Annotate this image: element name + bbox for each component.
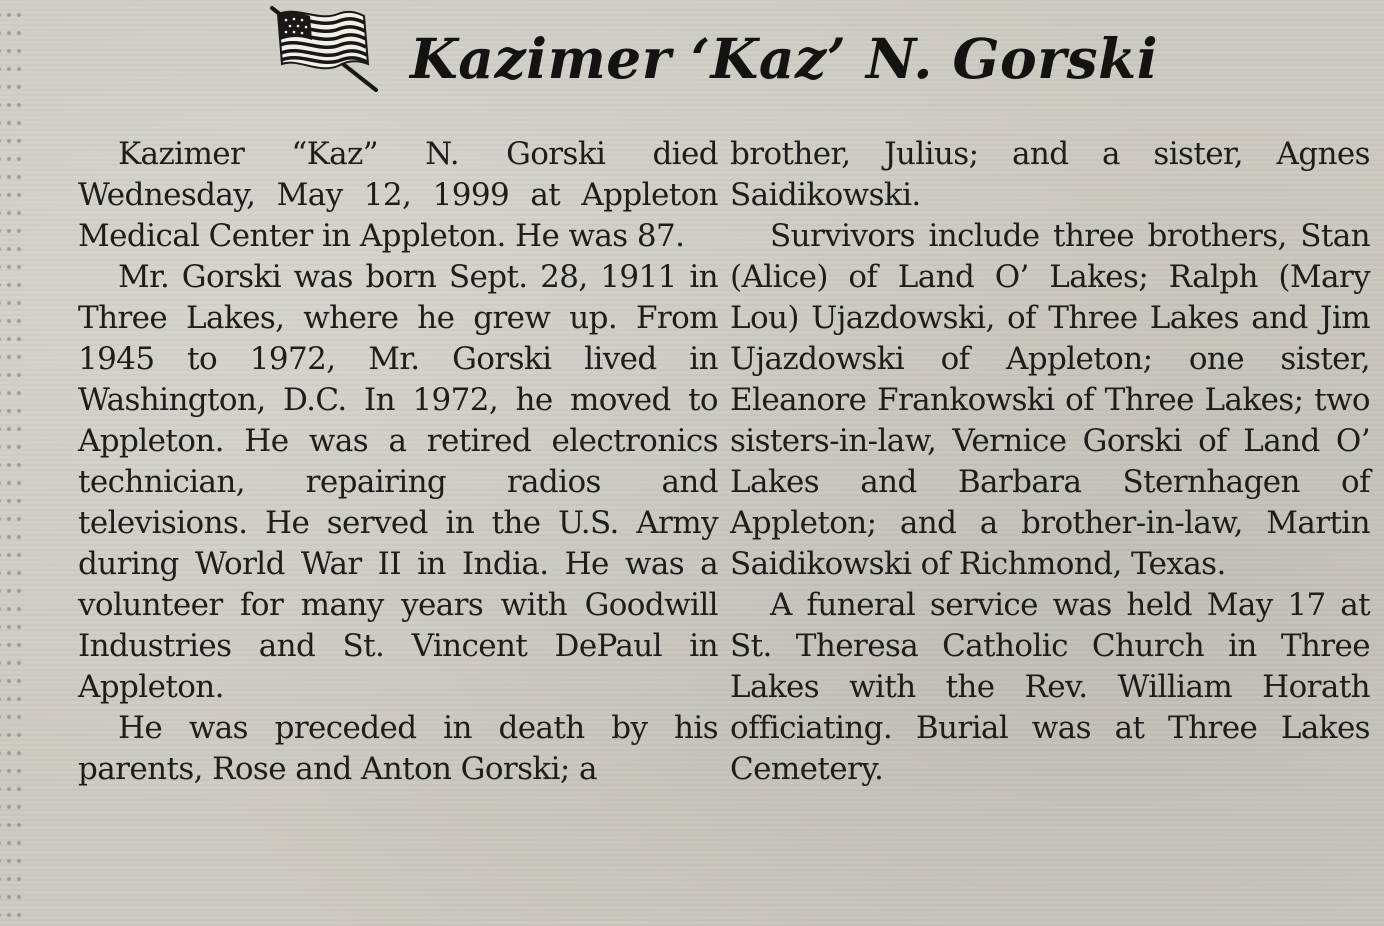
paragraph-survivors: Survivors include three brothers, Stan (Alice) of Land O’ Lakes; Ralph (Mary Lou) Ujazdowski, of Three Lakes and Jim Ujazdowski of Appleton; one sister, Eleanore Frankowski of Three Lakes; two sisters-in-law, Vernice Gorski of Land O’ Lakes and Barbara Sternhagen of Appleton; and a brother-in-law, Martin Saidikowski of Richmond, Texas.: [730, 218, 1370, 582]
obituary-headline: Kazimer ‘Kaz’ N. Gorski: [410, 26, 1159, 91]
text-column-right: [730, 134, 1370, 790]
paragraph-preceded-in-death: He was preceded in death by his parents, Rose and Anton Gorski; a: [78, 710, 718, 787]
american-flag-icon: [268, 4, 380, 94]
paragraph-biography: Mr. Gorski was born Sept. 28, 1911 in Three Lakes, where he grew up. From 1945 to 1972, Mr. Gorski lived in Washington, D.C. In 1972, he moved to Appleton. He was a retired electronics technician, repairing radios and televisions. He served in the U.S. Army during World War II in India. He was a volunteer for many years with Goodwill Industries and St. Vincent DePaul in Appleton.: [78, 259, 718, 705]
paragraph-death-notice: Kazimer “Kaz” N. Gorski died Wednesday, May 12, 1999 at Appleton Medical Center in Appleton. He was 87.: [78, 136, 718, 254]
perforated-edge: [0, 0, 22, 926]
text-column-left: [78, 134, 718, 790]
paragraph-funeral-service: A funeral service was held May 17 at St. Theresa Catholic Church in Three Lakes with the Rev. William Horath officiating. Burial was at Three Lakes Cemetery.: [730, 587, 1370, 787]
paragraph-preceded-continued: brother, Julius; and a sister, Agnes Saidikowski.: [730, 136, 1370, 213]
